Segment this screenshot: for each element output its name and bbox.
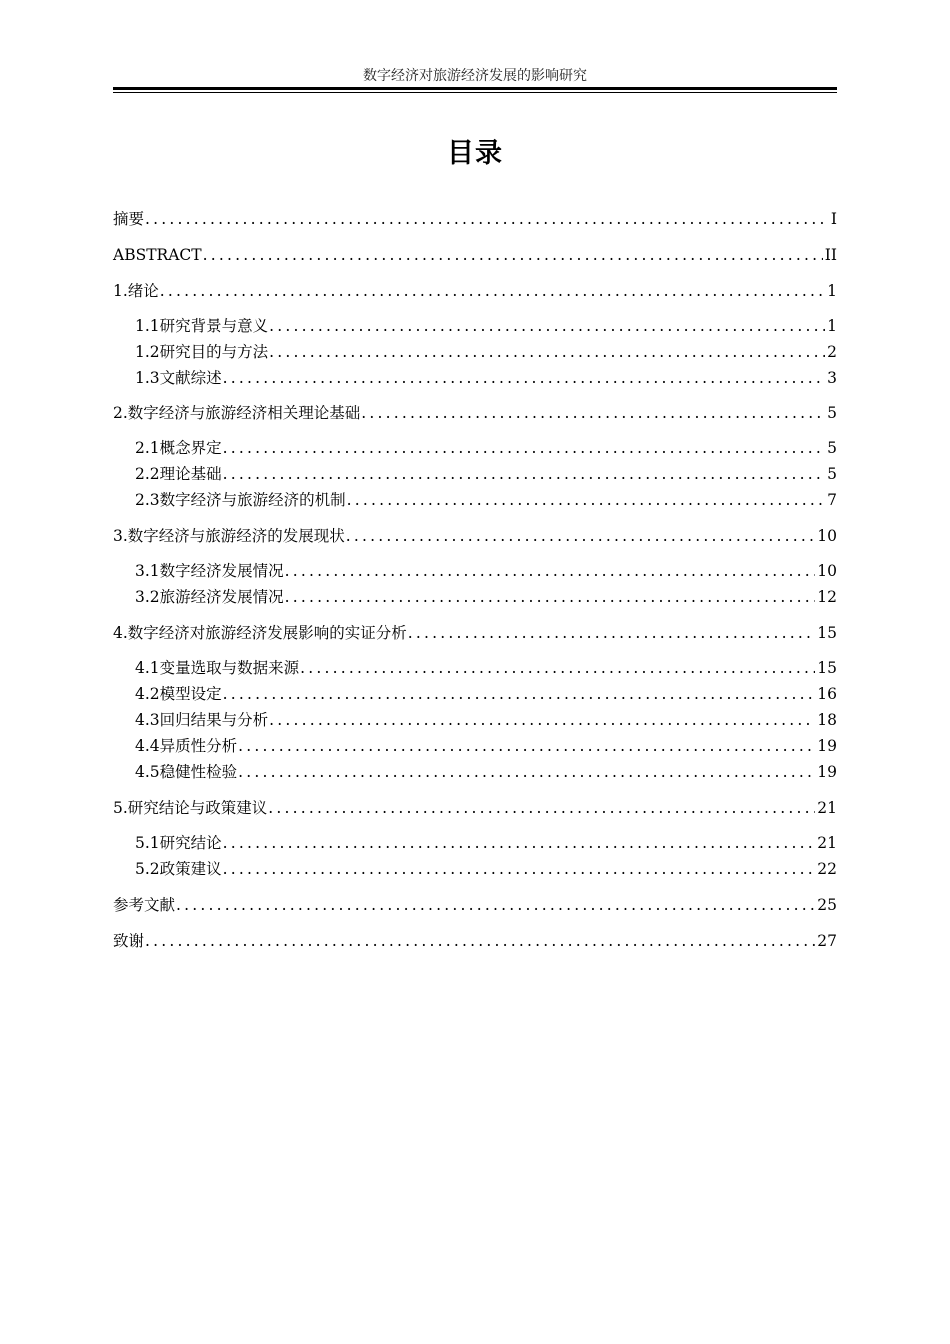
toc-entry-page-number: 10 xyxy=(817,527,837,545)
toc-dot-leader xyxy=(361,402,825,424)
toc-entry-section[interactable] xyxy=(135,657,837,679)
toc-entry-label: 4.4异质性分析 xyxy=(135,737,238,755)
toc-dot-leader xyxy=(145,930,815,952)
toc-dot-leader xyxy=(203,244,823,266)
toc-entry-page-number: 27 xyxy=(817,932,837,950)
toc-entry-label: 2.3数字经济与旅游经济的机制 xyxy=(135,491,346,509)
toc-dot-leader xyxy=(223,683,816,705)
toc-entry-chapter[interactable] xyxy=(113,894,837,916)
toc-entry-label: 1.绪论 xyxy=(113,282,159,300)
toc-entry-page-number: 5 xyxy=(827,439,837,457)
toc-entry-page-number: 16 xyxy=(817,685,837,703)
toc-title: 目录 xyxy=(447,138,503,169)
toc-entry-label: 4.数字经济对旅游经济发展影响的实证分析 xyxy=(113,624,407,642)
header-rule-thin xyxy=(113,92,837,93)
toc-entry-chapter[interactable] xyxy=(113,622,837,644)
toc-dot-leader xyxy=(223,463,825,485)
toc-dot-leader xyxy=(238,761,815,783)
toc-entry-label: ABSTRACT xyxy=(113,246,202,264)
toc-dot-leader xyxy=(160,280,825,302)
toc-entry-section[interactable] xyxy=(135,858,837,880)
toc-entry-label: 4.1变量选取与数据来源 xyxy=(135,659,300,677)
toc-entry-page-number: 22 xyxy=(817,860,837,878)
toc-entry-section[interactable] xyxy=(135,832,837,854)
toc-entry-label: 2.数字经济与旅游经济相关理论基础 xyxy=(113,404,361,422)
toc-entry-label: 参考文献 xyxy=(113,896,176,914)
toc-entry-page-number: 5 xyxy=(827,404,837,422)
toc-entry-label: 3.1数字经济发展情况 xyxy=(135,562,284,580)
toc-entry-page-number: 1 xyxy=(827,317,837,335)
toc-entry-section[interactable] xyxy=(135,560,837,582)
toc-entry-page-number: 19 xyxy=(817,737,837,755)
toc-entry-label: 摘要 xyxy=(113,210,145,228)
toc-entry-section[interactable] xyxy=(135,761,837,783)
toc-dot-leader xyxy=(268,797,815,819)
toc-entry-section[interactable] xyxy=(135,367,837,389)
toc-dot-leader xyxy=(300,657,815,679)
toc-entry-label: 5.2政策建议 xyxy=(135,860,222,878)
toc-entry-section[interactable] xyxy=(135,489,837,511)
toc-dot-leader xyxy=(269,709,815,731)
toc-entry-page-number: 1 xyxy=(827,282,837,300)
toc-entry-label: 4.2模型设定 xyxy=(135,685,222,703)
toc-entry-section[interactable] xyxy=(135,683,837,705)
toc-dot-leader xyxy=(269,341,825,363)
toc-entry-label: 1.1研究背景与意义 xyxy=(135,317,269,335)
toc-entry-section[interactable] xyxy=(135,341,837,363)
toc-dot-leader xyxy=(346,525,815,547)
toc-dot-leader xyxy=(285,560,816,582)
toc-entry-section[interactable] xyxy=(135,437,837,459)
toc-dot-leader xyxy=(223,437,825,459)
toc-entry-page-number: 19 xyxy=(817,763,837,781)
toc-entry-page-number: 21 xyxy=(817,834,837,852)
toc-entry-section[interactable] xyxy=(135,709,837,731)
toc-entry-page-number: 5 xyxy=(827,465,837,483)
toc-dot-leader xyxy=(408,622,815,644)
toc-entry-chapter[interactable] xyxy=(113,797,837,819)
toc-entry-label: 1.3文献综述 xyxy=(135,369,222,387)
toc-dot-leader xyxy=(223,367,825,389)
toc-entry-label: 5.1研究结论 xyxy=(135,834,222,852)
toc-dot-leader xyxy=(285,586,816,608)
toc-entry-chapter[interactable] xyxy=(113,280,837,302)
toc-entry-page-number: 21 xyxy=(817,799,837,817)
toc-entry-page-number: 18 xyxy=(817,711,837,729)
toc-entry-page-number: 25 xyxy=(817,896,837,914)
toc-entry-page-number: II xyxy=(824,246,837,264)
toc-entry-chapter[interactable] xyxy=(113,208,837,230)
toc-dot-leader xyxy=(223,858,816,880)
toc-entry-section[interactable] xyxy=(135,315,837,337)
running-header: 数字经济对旅游经济发展的影响研究 xyxy=(363,68,587,84)
toc-entry-chapter[interactable] xyxy=(113,402,837,424)
header-rule-thick xyxy=(113,87,837,90)
toc-entry-label: 致谢 xyxy=(113,932,145,950)
toc-entry-page-number: 10 xyxy=(817,562,837,580)
toc-entry-section[interactable] xyxy=(135,586,837,608)
toc-entry-page-number: 7 xyxy=(827,491,837,509)
toc-entry-label: 2.1概念界定 xyxy=(135,439,222,457)
toc-dot-leader xyxy=(145,208,829,230)
toc-entry-page-number: I xyxy=(830,210,837,228)
toc-entry-page-number: 15 xyxy=(817,659,837,677)
toc-entry-label: 2.2理论基础 xyxy=(135,465,222,483)
toc-dot-leader xyxy=(176,894,815,916)
toc-dot-leader xyxy=(347,489,825,511)
toc-entry-chapter[interactable] xyxy=(113,525,837,547)
toc-entry-label: 4.3回归结果与分析 xyxy=(135,711,269,729)
toc-entry-page-number: 12 xyxy=(817,588,837,606)
toc-entry-page-number: 15 xyxy=(817,624,837,642)
toc-entry-label: 3.数字经济与旅游经济的发展现状 xyxy=(113,527,345,545)
toc-entry-label: 5.研究结论与政策建议 xyxy=(113,799,268,817)
toc-entry-label: 1.2研究目的与方法 xyxy=(135,343,269,361)
toc-entry-chapter[interactable] xyxy=(113,244,837,266)
toc-entry-page-number: 3 xyxy=(827,369,837,387)
toc-entry-label: 4.5稳健性检验 xyxy=(135,763,238,781)
toc-dot-leader xyxy=(269,315,825,337)
toc-dot-leader xyxy=(238,735,815,757)
toc-entry-label: 3.2旅游经济发展情况 xyxy=(135,588,284,606)
toc-entry-section[interactable] xyxy=(135,735,837,757)
toc-dot-leader xyxy=(223,832,816,854)
toc-entry-page-number: 2 xyxy=(827,343,837,361)
toc-entry-section[interactable] xyxy=(135,463,837,485)
toc-entry-chapter[interactable] xyxy=(113,930,837,952)
